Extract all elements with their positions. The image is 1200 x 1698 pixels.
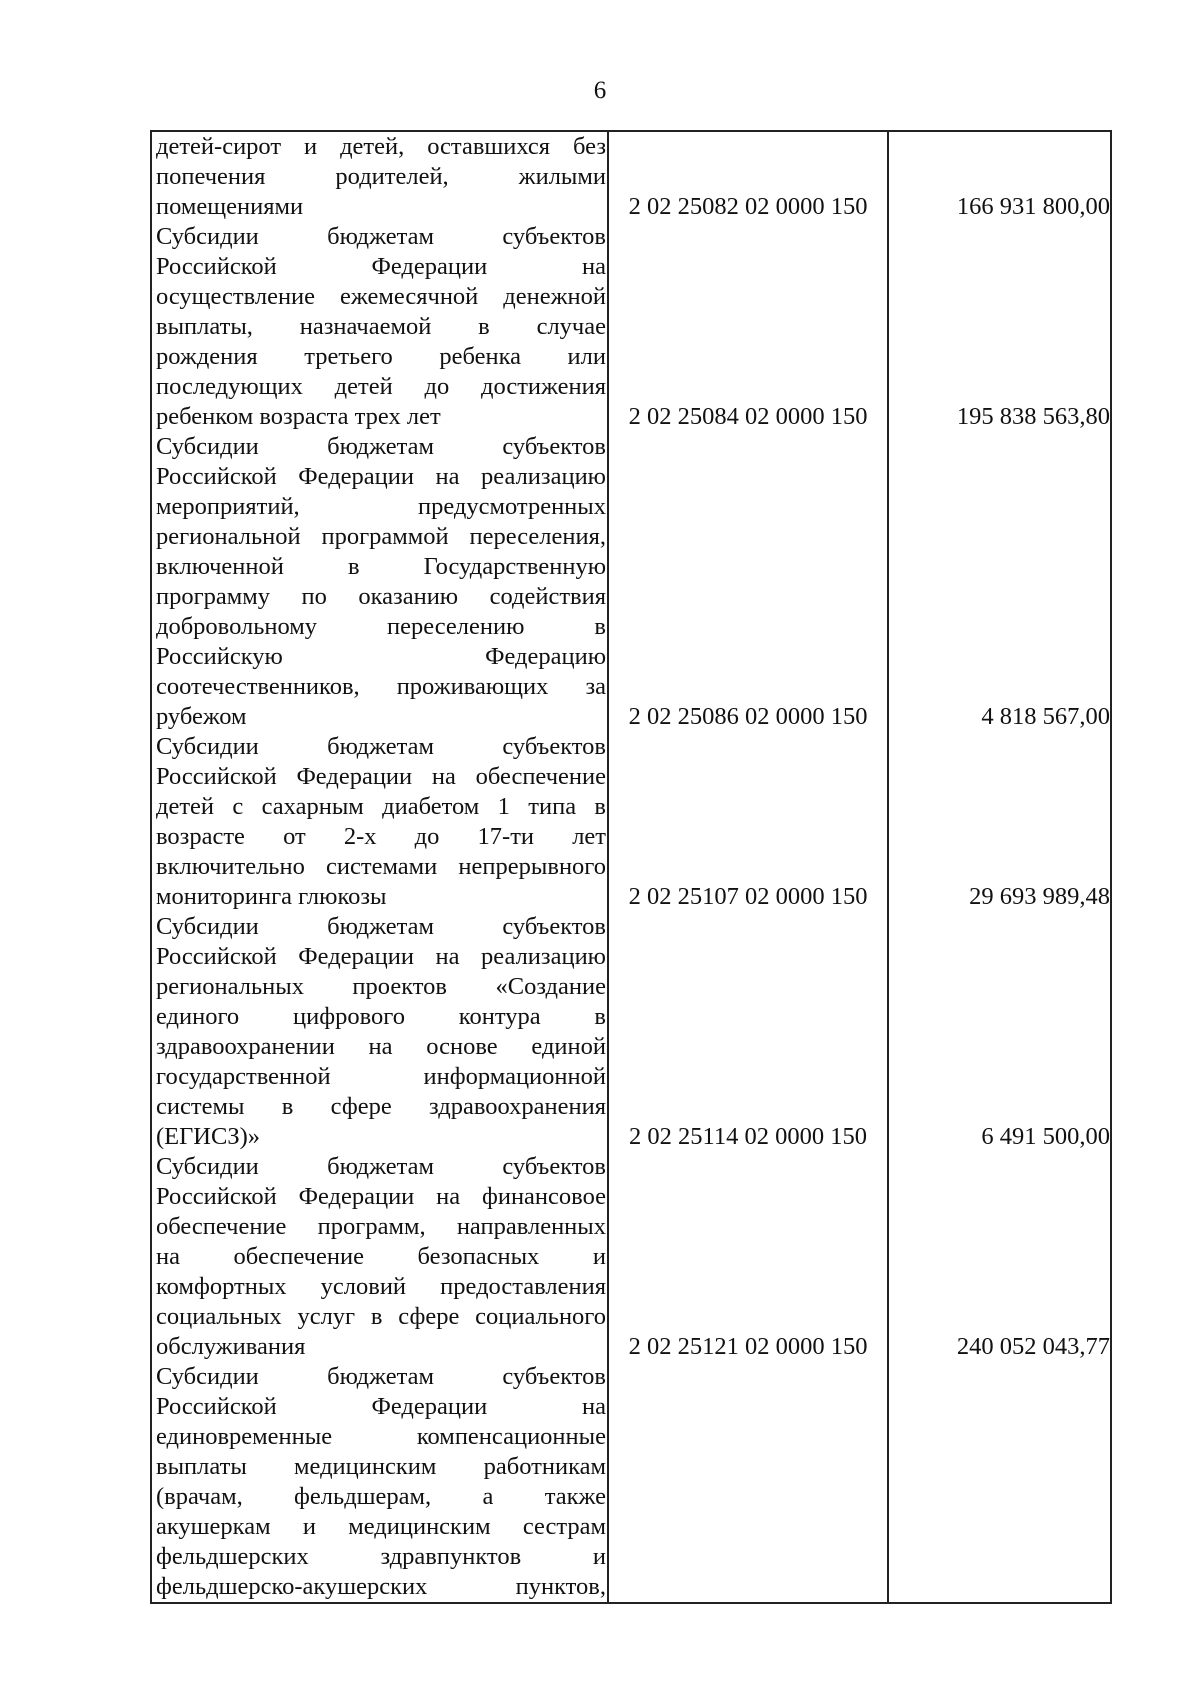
row-code-cell xyxy=(608,912,888,1152)
description-line: на обеспечение безопасных и xyxy=(156,1243,606,1270)
budget-classification-code xyxy=(609,1572,887,1602)
description-line: выплаты, назначаемой в случае xyxy=(156,313,606,340)
description-line: Российской Федерации на обеспечение xyxy=(156,763,606,790)
description-line: единовременные компенсационные xyxy=(156,1423,606,1450)
description-line: здравоохранении на основе единой xyxy=(156,1033,606,1060)
description-line: комфортных условий предоставления xyxy=(156,1273,606,1300)
row-code-cell xyxy=(608,432,888,732)
row-amount-cell xyxy=(888,222,1111,432)
description-line: осуществление ежемесячной денежной xyxy=(156,283,606,310)
row-code-cell xyxy=(608,222,888,432)
row-description xyxy=(151,1362,608,1603)
revenue-table xyxy=(150,130,1112,1604)
budget-classification-code: 2 02 25086 02 0000 150 xyxy=(628,703,868,730)
row-code-cell xyxy=(608,1362,888,1603)
budget-classification-code: 2 02 25121 02 0000 150 xyxy=(628,1333,868,1360)
budget-classification-code: 2 02 25084 02 0000 150 xyxy=(628,403,868,430)
description-line: Российской Федерации на реализацию xyxy=(156,463,606,490)
row-amount-cell xyxy=(888,1362,1111,1603)
amount-value: 240 052 043,77 xyxy=(956,1333,1110,1360)
description-line: региональных проектов «Создание xyxy=(156,973,606,1000)
description-line: соотечественников, проживающих за xyxy=(156,673,606,700)
description-line: включенной в Государственную xyxy=(156,553,606,580)
row-amount-cell xyxy=(888,912,1111,1152)
table-row xyxy=(151,432,1111,732)
description-line: Субсидии бюджетам субъектов xyxy=(156,1153,606,1180)
table-row xyxy=(151,732,1111,912)
budget-classification-code: 2 02 25107 02 0000 150 xyxy=(628,883,868,910)
page-number: 6 xyxy=(593,77,607,104)
row-amount-cell xyxy=(888,732,1111,912)
row-description xyxy=(151,131,608,222)
description-line: Субсидии бюджетам субъектов xyxy=(156,733,606,760)
budget-classification-code: 2 02 25114 02 0000 150 xyxy=(629,1123,867,1150)
description-line: последующих детей до достижения xyxy=(156,373,606,400)
row-description xyxy=(151,732,608,912)
description-line: Субсидии бюджетам субъектов xyxy=(156,223,606,250)
description-line: Субсидии бюджетам субъектов xyxy=(156,1363,606,1390)
description-line: обслуживания xyxy=(156,1333,306,1360)
row-amount-cell xyxy=(888,131,1111,222)
description-line: программу по оказанию содействия xyxy=(156,583,606,610)
description-line: мониторинга глюкозы xyxy=(156,883,387,910)
table-row xyxy=(151,912,1111,1152)
description-line: (врачам, фельдшерам, а также xyxy=(156,1483,606,1510)
description-line: детей-сирот и детей, оставшихся без xyxy=(156,133,606,160)
row-description xyxy=(151,432,608,732)
description-line: помещениями xyxy=(156,193,304,220)
row-description xyxy=(151,1152,608,1362)
table-body xyxy=(151,131,1111,1603)
amount-value: 4 818 567,00 xyxy=(981,703,1110,730)
row-amount-cell xyxy=(888,1152,1111,1362)
description-line: обеспечение программ, направленных xyxy=(156,1213,606,1240)
description-line: добровольному переселению в xyxy=(156,613,606,640)
description-line: (ЕГИСЗ)» xyxy=(156,1123,261,1150)
description-line: единого цифрового контура в xyxy=(156,1003,606,1030)
description-line: Российской Федерации на финансовое xyxy=(156,1183,606,1210)
table-row xyxy=(151,1362,1111,1603)
description-line: Субсидии бюджетам субъектов xyxy=(156,913,606,940)
amount-value: 195 838 563,80 xyxy=(956,403,1110,430)
description-line: региональной программой переселения, xyxy=(156,523,606,550)
description-line: Российской Федерации на xyxy=(156,1393,606,1420)
description-line: мероприятий, предусмотренных xyxy=(156,493,606,520)
amount-value: 6 491 500,00 xyxy=(981,1123,1110,1150)
row-code-cell xyxy=(608,732,888,912)
row-code-cell xyxy=(608,131,888,222)
table-row xyxy=(151,1152,1111,1362)
description-line: акушеркам и медицинским сестрам xyxy=(156,1513,606,1540)
description-line: возрасте от 2-х до 17-ти лет xyxy=(156,823,606,850)
row-description xyxy=(151,912,608,1152)
description-line: фельдшерско-акушерских пунктов, xyxy=(156,1573,606,1600)
description-line: социальных услуг в сфере социального xyxy=(156,1303,606,1330)
amount-value: 29 693 989,48 xyxy=(969,883,1110,910)
description-line: выплаты медицинским работникам xyxy=(156,1453,606,1480)
amount-value xyxy=(889,1572,1110,1602)
row-code-cell xyxy=(608,1152,888,1362)
description-line: государственной информационной xyxy=(156,1063,606,1090)
table-row xyxy=(151,131,1111,222)
description-line: ребенком возраста трех лет xyxy=(156,403,441,430)
description-line: Российской Федерации на xyxy=(156,253,606,280)
amount-value: 166 931 800,00 xyxy=(956,193,1110,220)
description-line: Российскую Федерацию xyxy=(156,643,606,670)
description-line: системы в сфере здравоохранения xyxy=(156,1093,606,1120)
table-row xyxy=(151,222,1111,432)
budget-classification-code: 2 02 25082 02 0000 150 xyxy=(628,193,868,220)
description-line: Российской Федерации на реализацию xyxy=(156,943,606,970)
description-line: рождения третьего ребенка или xyxy=(156,343,606,370)
row-description xyxy=(151,222,608,432)
description-line: включительно системами непрерывного xyxy=(156,853,606,880)
description-line: Субсидии бюджетам субъектов xyxy=(156,433,606,460)
description-line: детей с сахарным диабетом 1 типа в xyxy=(156,793,606,820)
description-line: фельдшерских здравпунктов и xyxy=(156,1543,606,1570)
description-line: рубежом xyxy=(156,703,247,730)
description-line: попечения родителей, жилыми xyxy=(156,163,606,190)
row-amount-cell xyxy=(888,432,1111,732)
